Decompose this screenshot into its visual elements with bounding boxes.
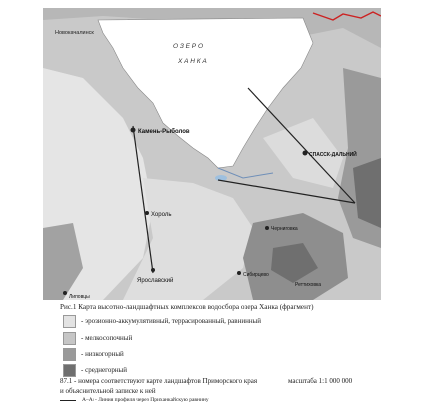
settlement-marker-spassk: [303, 151, 308, 156]
legend-item-mid-mountain: [63, 364, 127, 376]
legend-swatch: [63, 332, 76, 345]
legend-item-low-mountain: [63, 348, 124, 360]
legend-item-plain: [63, 315, 261, 327]
label-lake-1: О З Е Р О: [173, 43, 203, 50]
label-spassk: СПАССК-ДАЛЬНИЙ: [309, 152, 357, 158]
settlement-marker-khorol: [145, 211, 149, 215]
settlement-marker-chernigovka: [265, 226, 269, 230]
legend-swatch: [63, 348, 76, 361]
label-yaroslavsky: Ярославский: [137, 278, 174, 284]
legend-label: - низкогорный: [81, 350, 124, 358]
legend-label: - мелкосопочный: [81, 334, 133, 342]
map-scale: масштаба 1:1 000 000: [288, 377, 353, 385]
legend-label: - эрозионно-аккумулятивный, террасированный, равнинный: [81, 317, 262, 325]
landscape-map: [43, 8, 381, 300]
legend-swatch: [63, 364, 76, 377]
profile-legend: [60, 397, 209, 403]
profile-line-symbol: [60, 400, 76, 401]
label-rettikhovka: Реттиховка: [295, 282, 322, 288]
settlement-marker-sibirtsevo: [237, 271, 241, 275]
legend-swatch: [63, 315, 76, 328]
settlement-marker-yaroslavsky: [151, 268, 155, 272]
label-lake-2: Х А Н К А: [178, 58, 207, 65]
legend-item-hills: [63, 332, 132, 344]
label-lipovtsy: Липовцы: [69, 294, 90, 300]
settlement-marker-kamen: [131, 128, 136, 133]
label-khorol: Хороль: [151, 212, 172, 218]
profile-legend-label: А–Аₗ - Линия профиля через Приханкайскую равнину: [82, 397, 209, 403]
note-line-1: 87.1 - номера соответствуют карте ландшафтов Приморского края: [60, 377, 258, 385]
figure-caption: Рис.1 Карта высотно-ландшафтных комплексов водосбора озера Ханка (фрагмент): [60, 303, 314, 311]
legend-label: - среднегорный: [81, 366, 128, 374]
label-sibirtsevo: Сибирцево: [243, 272, 269, 278]
label-kamen-rybolov: Камень-Рыболов: [138, 129, 190, 135]
settlement-marker-lipovtsy: [63, 291, 67, 295]
note-line-2: и объяснительной записке к ней: [60, 387, 156, 395]
label-novokachalinsk: Новокачалинск: [55, 30, 94, 36]
label-chernigovka: Черниговка: [271, 226, 298, 232]
